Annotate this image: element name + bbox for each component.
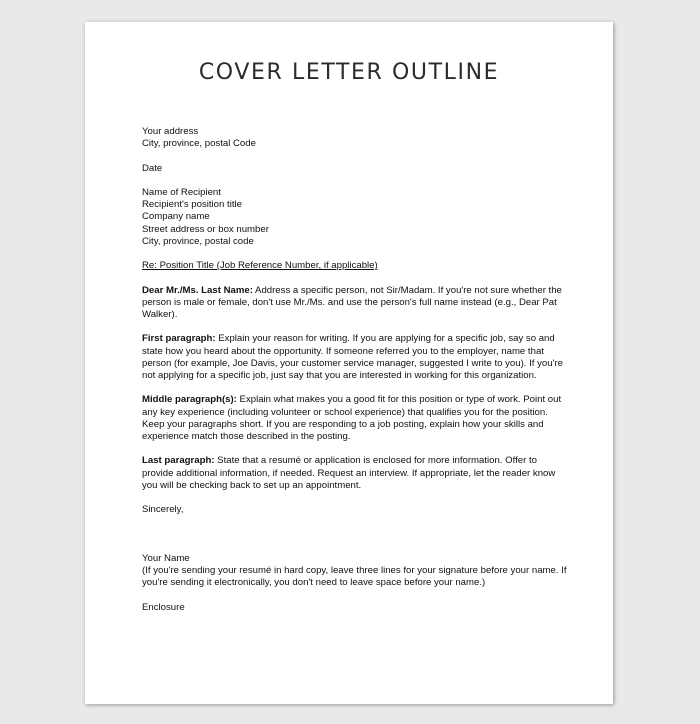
salutation-paragraph (142, 285, 567, 322)
sender-address: Your address (142, 126, 199, 137)
document-title: COVER LETTER OUTLINE (198, 60, 500, 85)
last-paragraph (142, 455, 567, 492)
first-paragraph-text: Explain your reason for writing. If you are applying for a specific job, say so and state how you heard about the opportunity. If someone referred you to the employer, name that person (for example, Joe Davis, your customer service manager, suggested I write to you). If you're not applying for a specific job, just say that you are interested in working for this organization. (142, 333, 563, 381)
spacer (142, 272, 567, 284)
signature-note: (If you're sending your resumé in hard copy, leave three lines for your signature before your name. If you're sending it electronically, you don't need to leave space before your name.) (142, 565, 567, 589)
last-paragraph-label: Last paragraph: (142, 455, 215, 467)
recipient-street: Street address or box number (142, 223, 269, 235)
closing: Sincerely, (142, 504, 184, 516)
letter-body (142, 126, 567, 614)
middle-paragraph-label: Middle paragraph(s): (142, 394, 237, 406)
spacer (142, 150, 567, 162)
salutation-label: Dear Mr./Ms. Last Name: (142, 284, 253, 296)
spacer (142, 321, 567, 333)
spacer (142, 492, 567, 504)
first-paragraph (142, 333, 567, 382)
signature-space (142, 516, 567, 553)
enclosure: Enclosure (142, 601, 185, 613)
letter-date: Date (142, 162, 163, 174)
recipient-company: Company name (142, 211, 210, 223)
spacer (142, 590, 567, 602)
spacer (142, 175, 567, 187)
recipient-name: Name of Recipient (142, 186, 221, 198)
middle-paragraph-text: Explain what makes you a good fit for this position or type of work. Point out any key experience (including volunteer or school experience) that qualifies you for the position. Keep your paragraphs short. If you are responding to a job posting, explain how your skills and experience match those described in the posting. (142, 394, 562, 442)
sender-city: City, province, postal Code (142, 138, 256, 150)
signature-name: Your Name (142, 552, 190, 564)
recipient-city: City, province, postal code (142, 235, 254, 247)
document-page (85, 22, 613, 704)
re-line: Re: Position Title (Job Reference Number, if applicable) (142, 260, 378, 272)
salutation-text: Address a specific person, not Sir/Madam. If you're not sure whether the person is male or female, don't use Mr./Ms. and use the person's full name instead (e.g., Dear Pat Walker). (142, 284, 562, 320)
spacer (142, 382, 567, 394)
first-paragraph-label: First paragraph: (142, 333, 216, 345)
spacer (142, 248, 567, 260)
middle-paragraph (142, 394, 567, 443)
recipient-position: Recipient's position title (142, 199, 242, 211)
last-paragraph-text: State that a resumé or application is enclosed for more information. Offer to provide additional information, if needed. Request an interview. If appropriate, let the reader know you will be checking back to set up an appointment. (142, 455, 556, 491)
spacer (142, 443, 567, 455)
